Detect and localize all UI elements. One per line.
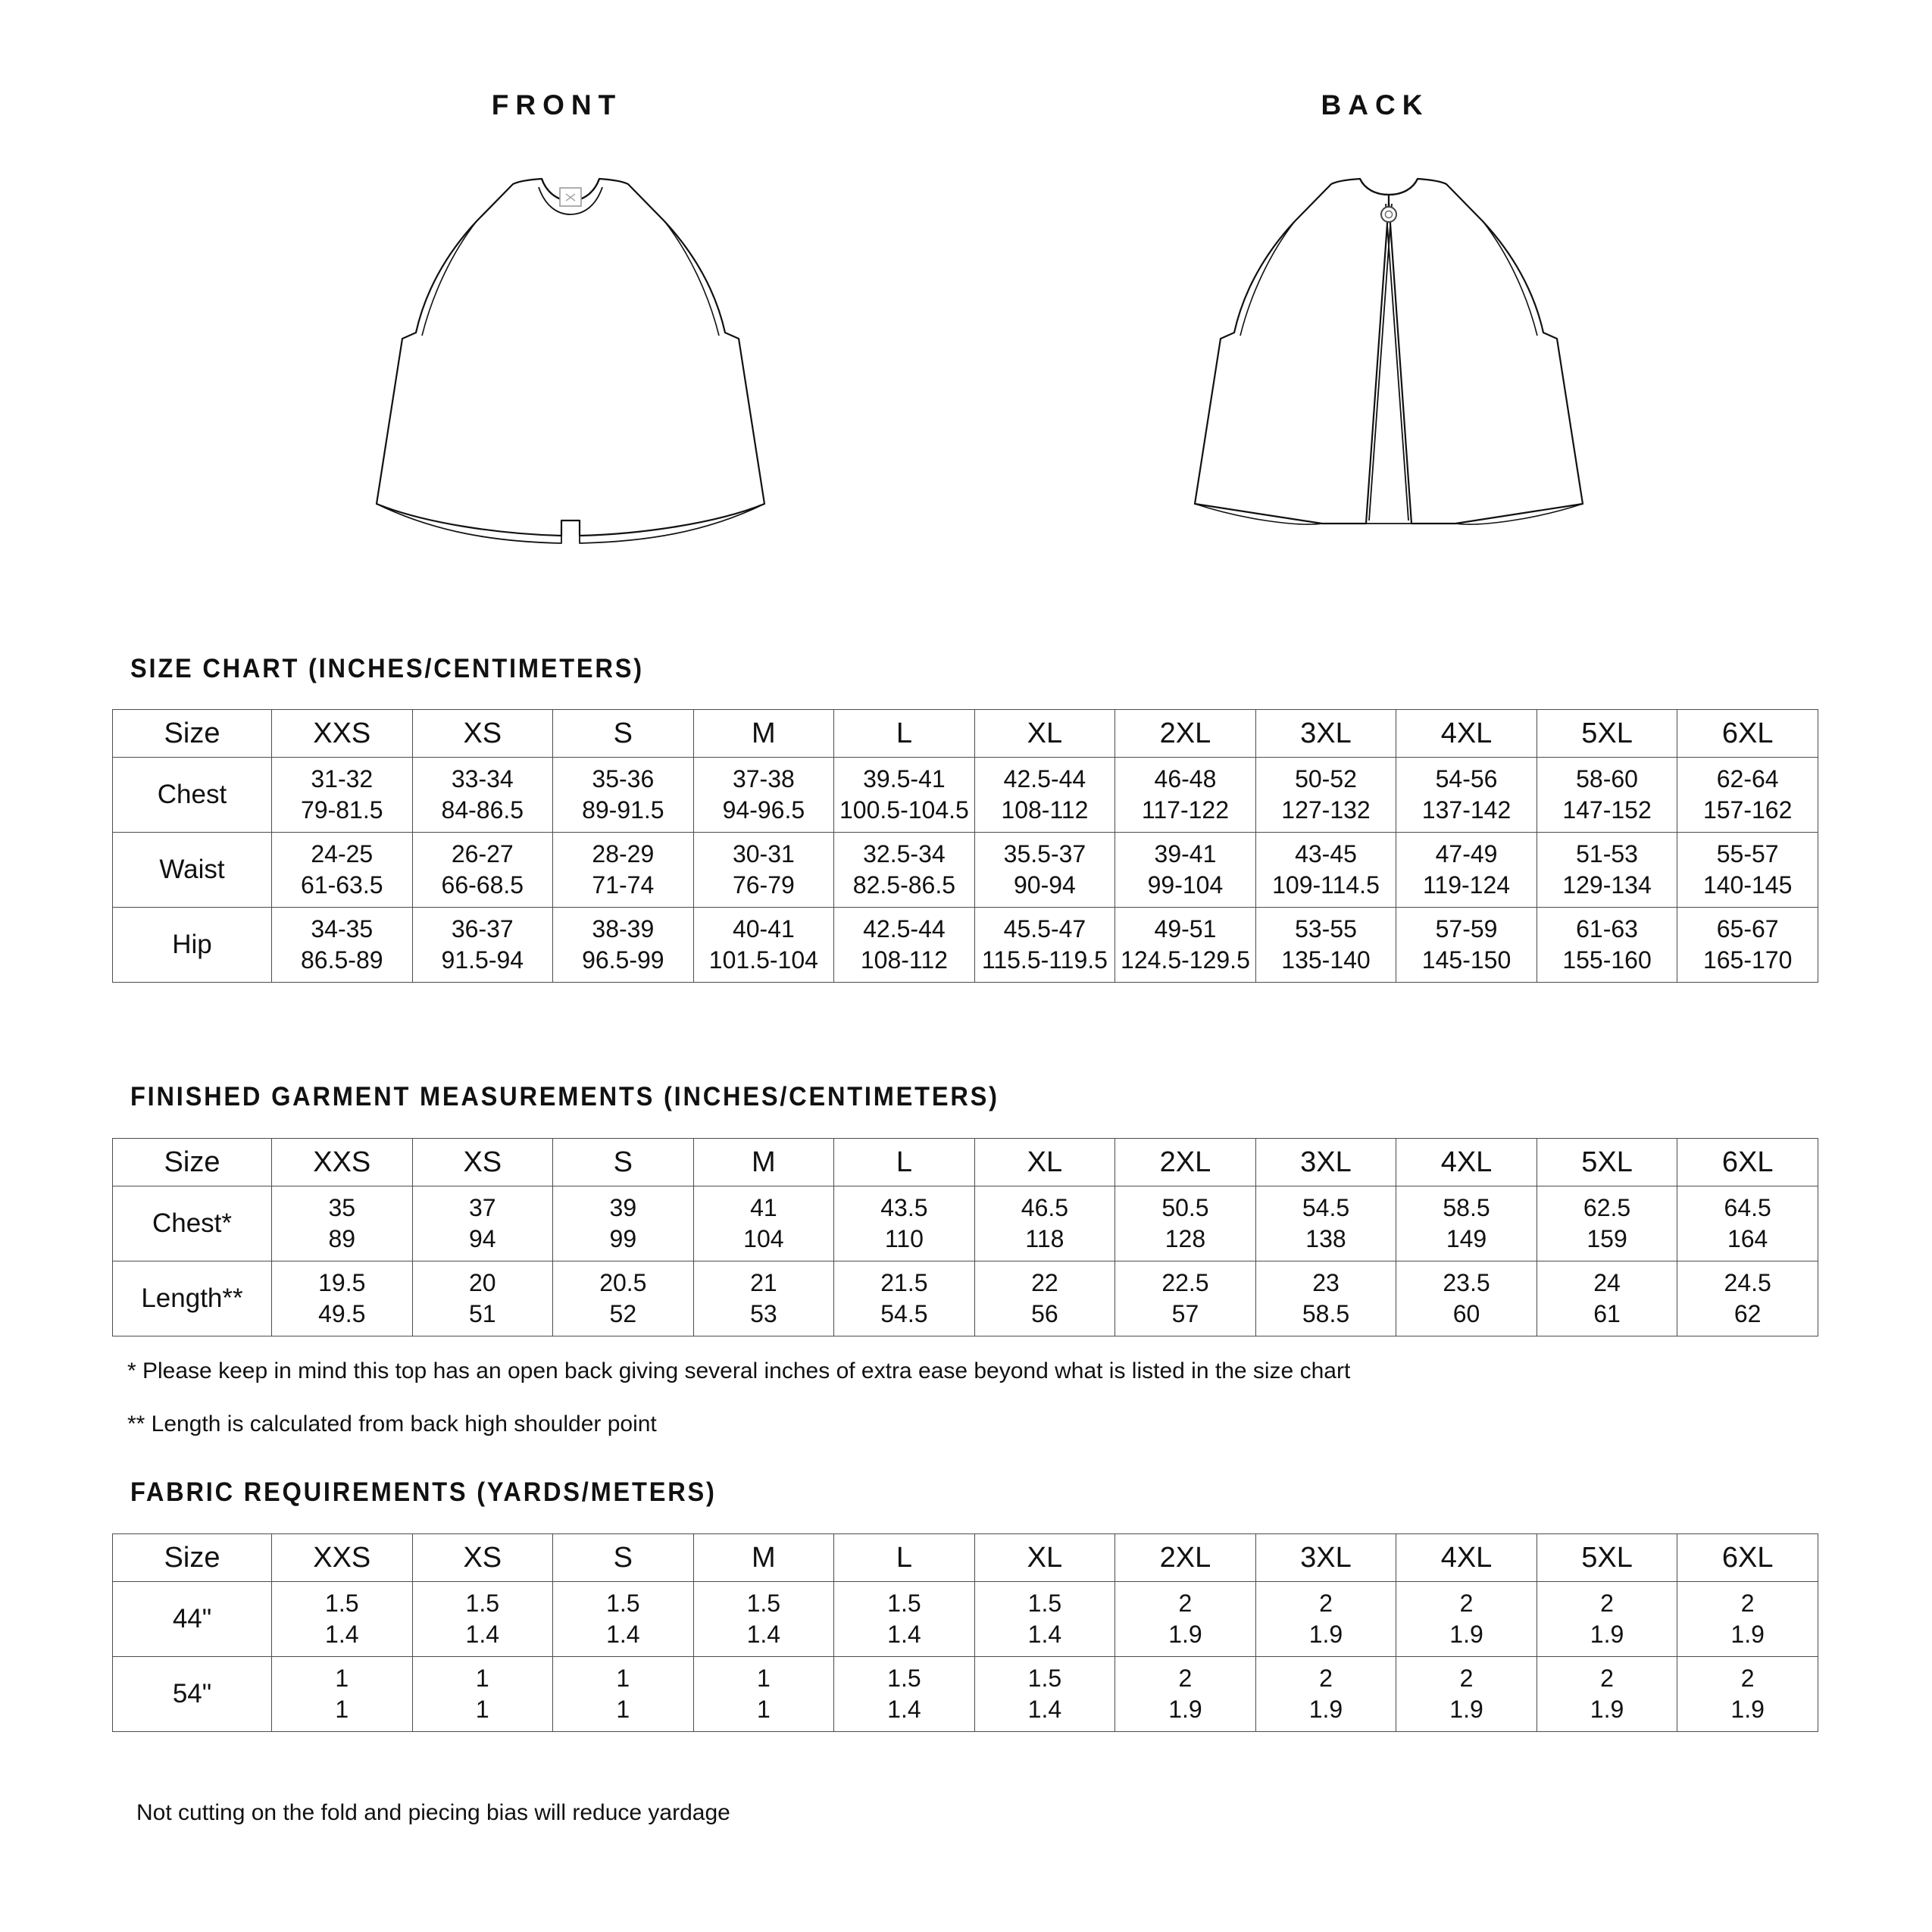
table-header-row: [113, 1139, 1818, 1186]
back-garment-illustration: [1125, 148, 1625, 572]
cell-f44-5xl: 2 1.9: [1537, 1582, 1677, 1657]
header-size-4xl: 4XL: [1396, 1139, 1537, 1186]
header-size-2xl: 2XL: [1115, 1534, 1256, 1582]
table-row-chest: [113, 758, 1818, 833]
table-header-row: [113, 1534, 1818, 1582]
header-size-xs: XS: [412, 1534, 553, 1582]
header-size-xl: XL: [974, 710, 1115, 758]
cell-f54-6xl: 2 1.9: [1677, 1657, 1818, 1732]
cell-f44-l: 1.5 1.4: [834, 1582, 975, 1657]
cell-hip-m: 40-41 101.5-104: [693, 908, 834, 983]
size-chart-table: [112, 709, 1818, 983]
cell-flength-m: 21 53: [693, 1261, 834, 1336]
header-size-5xl: 5XL: [1537, 710, 1677, 758]
header-size-xxs: XXS: [272, 710, 413, 758]
cell-fchest-4xl: 58.5 149: [1396, 1186, 1537, 1261]
table-row-waist: [113, 833, 1818, 908]
cell-chest-4xl: 54-56 137-142: [1396, 758, 1537, 833]
cell-waist-5xl: 51-53 129-134: [1537, 833, 1677, 908]
cell-flength-xl: 22 56: [974, 1261, 1115, 1336]
header-size-xs: XS: [412, 710, 553, 758]
cell-fchest-l: 43.5 110: [834, 1186, 975, 1261]
table-header-row: [113, 710, 1818, 758]
cell-f54-4xl: 2 1.9: [1396, 1657, 1537, 1732]
cell-waist-6xl: 55-57 140-145: [1677, 833, 1818, 908]
fabric-requirements-heading: FABRIC REQUIREMENTS (YARDS/METERS): [130, 1477, 717, 1507]
header-size-6xl: 6XL: [1677, 1534, 1818, 1582]
row-label-fabric-54: 54": [113, 1657, 272, 1732]
cell-flength-4xl: 23.5 60: [1396, 1261, 1537, 1336]
cell-fchest-5xl: 62.5 159: [1537, 1186, 1677, 1261]
cell-fchest-xs: 37 94: [412, 1186, 553, 1261]
cell-chest-l: 39.5-41 100.5-104.5: [834, 758, 975, 833]
cell-flength-6xl: 24.5 62: [1677, 1261, 1818, 1336]
cell-fchest-6xl: 64.5 164: [1677, 1186, 1818, 1261]
header-size-s: S: [553, 1139, 694, 1186]
cell-f54-xxs: 1 1: [272, 1657, 413, 1732]
cell-hip-xxs: 34-35 86.5-89: [272, 908, 413, 983]
cell-fchest-2xl: 50.5 128: [1115, 1186, 1256, 1261]
header-size: Size: [113, 710, 272, 758]
cell-f54-s: 1 1: [553, 1657, 694, 1732]
cell-hip-s: 38-39 96.5-99: [553, 908, 694, 983]
cell-fchest-s: 39 99: [553, 1186, 694, 1261]
cell-fchest-xxs: 35 89: [272, 1186, 413, 1261]
header-size-5xl: 5XL: [1537, 1534, 1677, 1582]
table-row-finished-length: [113, 1261, 1818, 1336]
header-size: Size: [113, 1139, 272, 1186]
cell-f44-xxs: 1.5 1.4: [272, 1582, 413, 1657]
cell-f44-4xl: 2 1.9: [1396, 1582, 1537, 1657]
cell-f54-m: 1 1: [693, 1657, 834, 1732]
cell-flength-l: 21.5 54.5: [834, 1261, 975, 1336]
header-size-xxs: XXS: [272, 1139, 413, 1186]
header-size-l: L: [834, 1139, 975, 1186]
cell-waist-l: 32.5-34 82.5-86.5: [834, 833, 975, 908]
cell-waist-s: 28-29 71-74: [553, 833, 694, 908]
cell-hip-xs: 36-37 91.5-94: [412, 908, 553, 983]
cell-chest-xl: 42.5-44 108-112: [974, 758, 1115, 833]
cell-chest-3xl: 50-52 127-132: [1255, 758, 1396, 833]
header-size-2xl: 2XL: [1115, 710, 1256, 758]
cell-f44-6xl: 2 1.9: [1677, 1582, 1818, 1657]
header-size-m: M: [693, 1534, 834, 1582]
cell-flength-s: 20.5 52: [553, 1261, 694, 1336]
cell-f54-l: 1.5 1.4: [834, 1657, 975, 1732]
cell-flength-xxs: 19.5 49.5: [272, 1261, 413, 1336]
cell-hip-5xl: 61-63 155-160: [1537, 908, 1677, 983]
front-view-block: [284, 91, 830, 606]
header-size-m: M: [693, 1139, 834, 1186]
header-size-l: L: [834, 710, 975, 758]
cell-flength-xs: 20 51: [412, 1261, 553, 1336]
cell-waist-3xl: 43-45 109-114.5: [1255, 833, 1396, 908]
cell-waist-xxs: 24-25 61-63.5: [272, 833, 413, 908]
header-size-s: S: [553, 1534, 694, 1582]
header-size-l: L: [834, 1534, 975, 1582]
cell-chest-xs: 33-34 84-86.5: [412, 758, 553, 833]
header-size-s: S: [553, 710, 694, 758]
cell-waist-4xl: 47-49 119-124: [1396, 833, 1537, 908]
cell-hip-l: 42.5-44 108-112: [834, 908, 975, 983]
row-label-finished-chest: Chest*: [113, 1186, 272, 1261]
table-row-fabric-54: [113, 1657, 1818, 1732]
fabric-requirements-table: [112, 1533, 1818, 1732]
header-size-3xl: 3XL: [1255, 710, 1396, 758]
size-chart-heading: SIZE CHART (INCHES/CENTIMETERS): [130, 654, 644, 683]
cell-chest-5xl: 58-60 147-152: [1537, 758, 1677, 833]
cell-f44-m: 1.5 1.4: [693, 1582, 834, 1657]
header-size-5xl: 5XL: [1537, 1139, 1677, 1186]
fabric-footnote: Not cutting on the fold and piecing bias will reduce yardage: [136, 1800, 730, 1825]
finished-garment-table: [112, 1138, 1818, 1336]
cell-flength-3xl: 23 58.5: [1255, 1261, 1396, 1336]
cell-f44-s: 1.5 1.4: [553, 1582, 694, 1657]
row-label-fabric-44: 44": [113, 1582, 272, 1657]
cell-f54-xl: 1.5 1.4: [974, 1657, 1115, 1732]
cell-hip-4xl: 57-59 145-150: [1396, 908, 1537, 983]
header-size-3xl: 3XL: [1255, 1534, 1396, 1582]
cell-f54-xs: 1 1: [412, 1657, 553, 1732]
header-size-6xl: 6XL: [1677, 1139, 1818, 1186]
footnote-double-star: ** Length is calculated from back high shoulder point: [127, 1411, 657, 1436]
back-view-label: BACK: [1321, 89, 1430, 120]
front-garment-illustration: [307, 148, 807, 572]
cell-f44-3xl: 2 1.9: [1255, 1582, 1396, 1657]
cell-f54-2xl: 2 1.9: [1115, 1657, 1256, 1732]
cell-f54-3xl: 2 1.9: [1255, 1657, 1396, 1732]
back-neck-button-icon: [1381, 207, 1396, 222]
cell-f44-xl: 1.5 1.4: [974, 1582, 1115, 1657]
table-row-hip: [113, 908, 1818, 983]
technical-flats: [0, 91, 1932, 606]
cell-chest-2xl: 46-48 117-122: [1115, 758, 1256, 833]
cell-flength-2xl: 22.5 57: [1115, 1261, 1256, 1336]
cell-waist-2xl: 39-41 99-104: [1115, 833, 1256, 908]
cell-hip-xl: 45.5-47 115.5-119.5: [974, 908, 1115, 983]
finished-garment-heading: FINISHED GARMENT MEASUREMENTS (INCHES/CENTIMETERS): [130, 1082, 999, 1111]
header-size-xxs: XXS: [272, 1534, 413, 1582]
cell-f54-5xl: 2 1.9: [1537, 1657, 1677, 1732]
header-size-3xl: 3XL: [1255, 1139, 1396, 1186]
header-size-xl: XL: [974, 1534, 1115, 1582]
cell-chest-xxs: 31-32 79-81.5: [272, 758, 413, 833]
cell-chest-6xl: 62-64 157-162: [1677, 758, 1818, 833]
front-view-label: FRONT: [491, 89, 623, 120]
header-size-m: M: [693, 710, 834, 758]
row-label-chest: Chest: [113, 758, 272, 833]
footnote-single-star: * Please keep in mind this top has an open back giving several inches of extra ease beyond what is listed in the size chart: [127, 1358, 1351, 1383]
header-size-xl: XL: [974, 1139, 1115, 1186]
header-size-6xl: 6XL: [1677, 710, 1818, 758]
header-size-4xl: 4XL: [1396, 710, 1537, 758]
cell-fchest-3xl: 54.5 138: [1255, 1186, 1396, 1261]
header-size-2xl: 2XL: [1115, 1139, 1256, 1186]
cell-fchest-xl: 46.5 118: [974, 1186, 1115, 1261]
cell-waist-xl: 35.5-37 90-94: [974, 833, 1115, 908]
header-size-4xl: 4XL: [1396, 1534, 1537, 1582]
cell-f44-2xl: 2 1.9: [1115, 1582, 1256, 1657]
cell-waist-xs: 26-27 66-68.5: [412, 833, 553, 908]
row-label-waist: Waist: [113, 833, 272, 908]
cell-flength-5xl: 24 61: [1537, 1261, 1677, 1336]
cell-waist-m: 30-31 76-79: [693, 833, 834, 908]
cell-f44-xs: 1.5 1.4: [412, 1582, 553, 1657]
row-label-finished-length: Length**: [113, 1261, 272, 1336]
back-view-block: [1102, 91, 1648, 606]
cell-chest-m: 37-38 94-96.5: [693, 758, 834, 833]
table-row-finished-chest: [113, 1186, 1818, 1261]
header-size-xs: XS: [412, 1139, 553, 1186]
header-size: Size: [113, 1534, 272, 1582]
cell-chest-s: 35-36 89-91.5: [553, 758, 694, 833]
cell-hip-2xl: 49-51 124.5-129.5: [1115, 908, 1256, 983]
cell-fchest-m: 41 104: [693, 1186, 834, 1261]
cell-hip-6xl: 65-67 165-170: [1677, 908, 1818, 983]
cell-hip-3xl: 53-55 135-140: [1255, 908, 1396, 983]
row-label-hip: Hip: [113, 908, 272, 983]
table-row-fabric-44: [113, 1582, 1818, 1657]
